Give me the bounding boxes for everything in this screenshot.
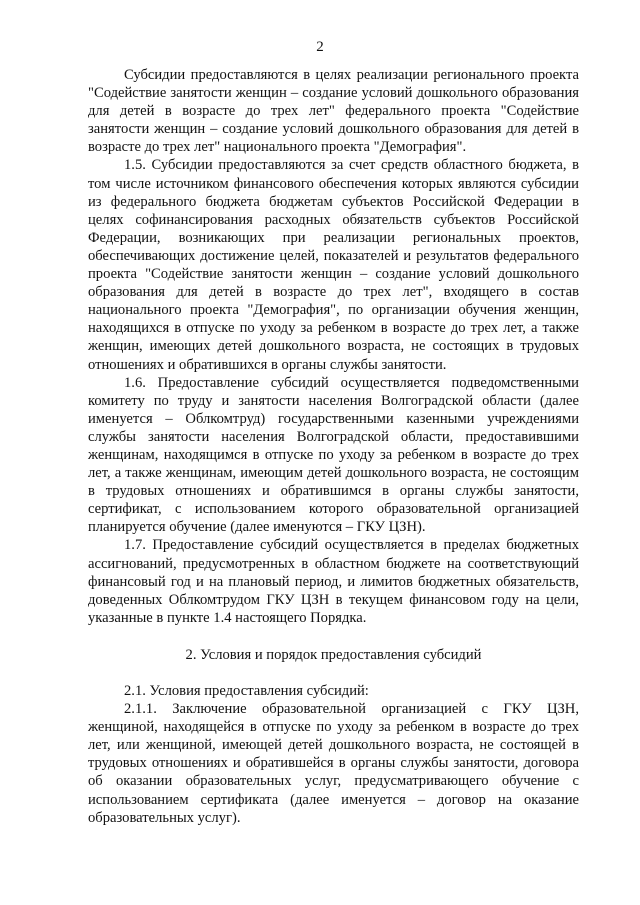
paragraph-subsidy-purpose: Субсидии предоставляются в целях реализации регионального проекта "Содействие занятости женщин – создание условий дошкольного образования для детей в возрасте до трех лет" федерального проекта "Содействие занятости женщин – создание условий дошкольного образования для детей в возрасте до трех лет" национального проекта "Демография".	[88, 67, 579, 156]
page-number: 2	[316, 39, 324, 55]
paragraph-2-1: 2.1. Условия предоставления субсидий:	[124, 683, 369, 699]
section-heading: 2. Условия и порядок предоставления субсидий	[185, 646, 482, 663]
paragraph-1-5: 1.5. Субсидии предоставляются за счет средств областного бюджета, в том числе источником финансового обеспечения которых являются субсидии из федерального бюджета бюджетам субъектов Российской Федерации в целях софинансирования расходных обязательств субъектов Российской Федерации, возникающих при реализации региональных проектов, обеспечивающих достижение целей, показателей и результатов федерального проекта "Содействие занятости женщин – создание условий дошкольного образования для детей в возрасте до трех лет", входящего в состав национального проекта "Демография", по организации обучения женщин, находящихся в отпуске по уходу за ребенком в возрасте до трех лет, а также женщин, имеющих детей дошкольного возраста, не состоящих в трудовых отношениях и обратившихся в органы службы занятости.	[88, 157, 579, 373]
paragraph-1-7: 1.7. Предоставление субсидий осуществляется в пределах бюджетных ассигнований, предусмотренных в областном бюджете на соответствующий финансовый год и на плановый период, и лимитов бюджетных обязательств, доведенных Облкомтрудом ГКУ ЦЗН в текущем финансовом году на цели, указанные в пункте 1.4 настоящего Порядка.	[88, 537, 579, 626]
paragraph-1-6: 1.6. Предоставление субсидий осуществляется подведомственными комитету по труду и занятости населения Волгоградской области (далее именуется – Облкомтруд) государственными казенными учреждениями службы занятости населения Волгоградской области, предоставившими женщинам, находящимся в отпуске по уходу за ребенком в возрасте до трех лет, а также женщинам, имеющим детей дошкольного возраста, не состоящим в трудовых отношениях и обратившимся в органы службы занятости, сертификат, с использованием которого образовательной организацией планируется обучение (далее именуются – ГКУ ЦЗН).	[88, 374, 579, 536]
paragraph-2-1-1: 2.1.1. Заключение образовательной организацией с ГКУ ЦЗН, женщиной, находящейся в отпуске по уходу за ребенком в возрасте до трех лет, или женщиной, имеющей детей дошкольного возраста, не состоящей в трудовых отношениях и обратившейся в органы службы занятости, договора об оказании образовательных услуг, предусматривающего обучение с использованием сертификата (далее именуется – договор на оказание образовательных услуг).	[88, 701, 579, 826]
spacer	[88, 664, 579, 682]
document-body	[88, 66, 579, 827]
spacer	[88, 627, 579, 646]
